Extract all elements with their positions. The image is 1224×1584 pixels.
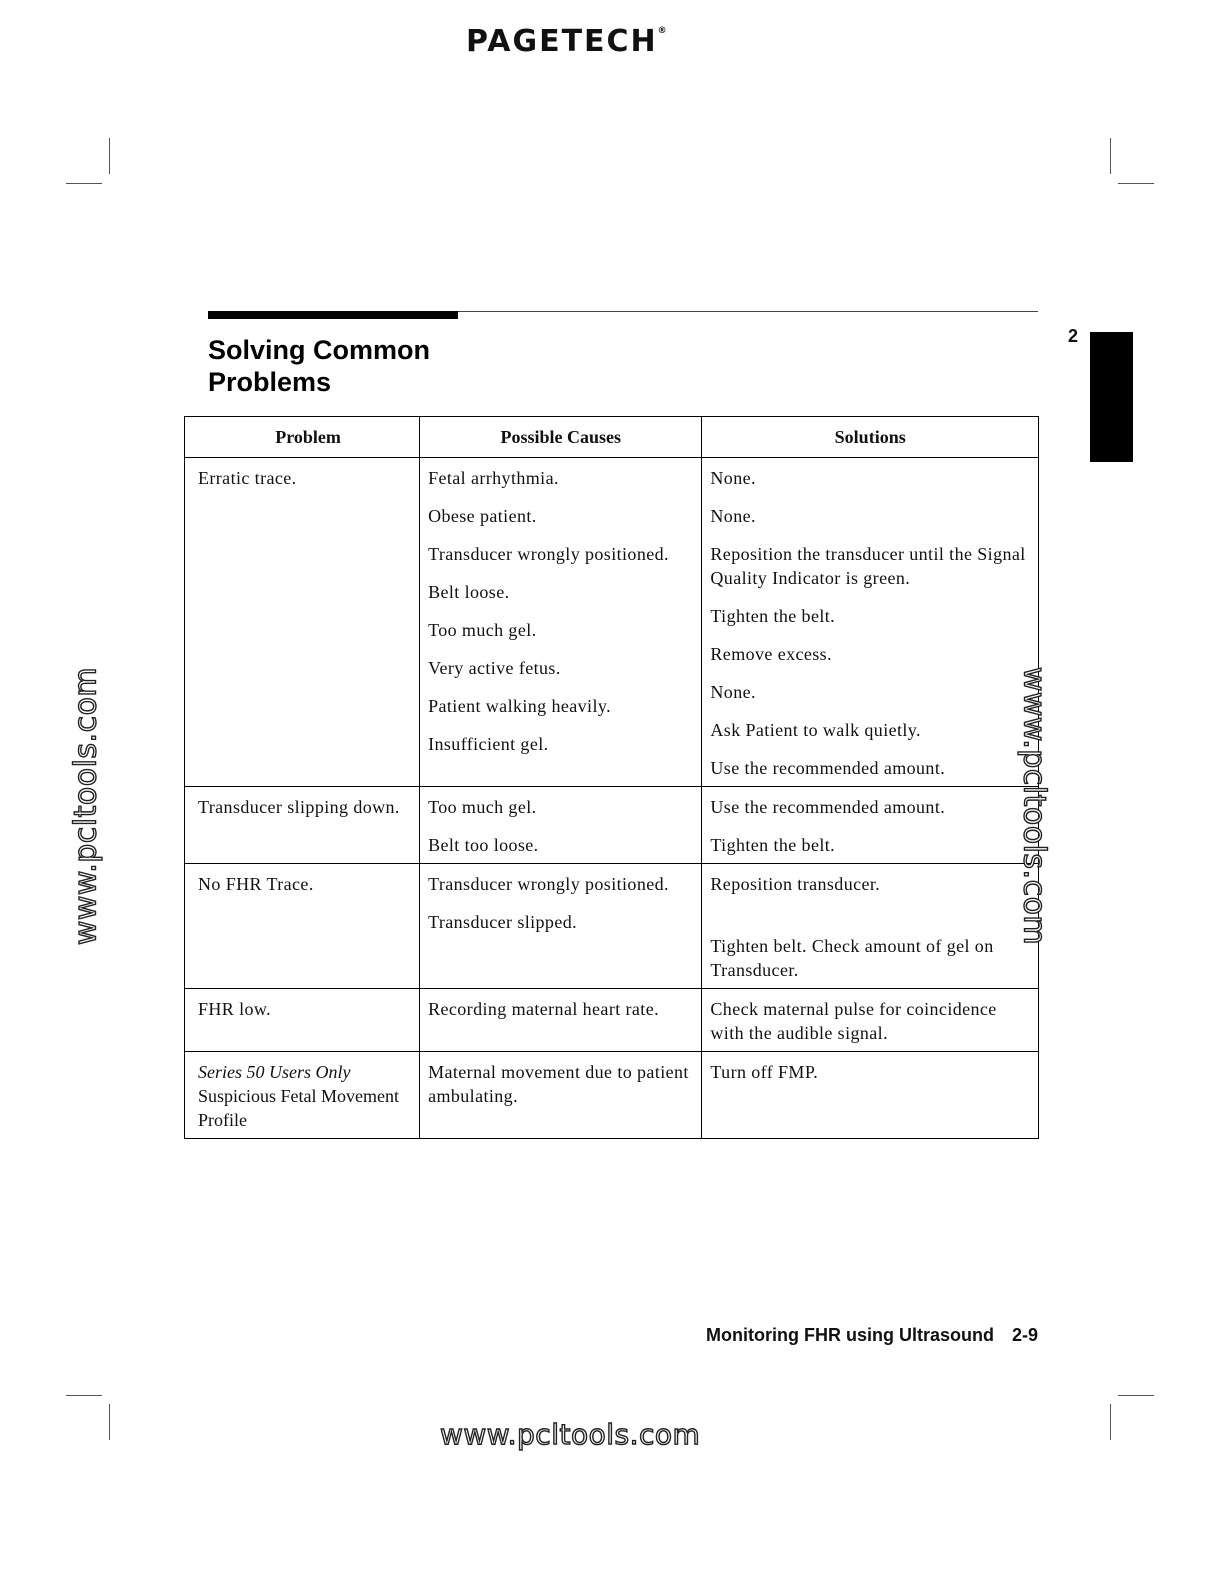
- watermark-left: www.pcltools.com: [68, 666, 104, 946]
- crop-mark-top-right-h: [1118, 183, 1154, 184]
- table-row: [185, 989, 1039, 1052]
- solution-text: Ask Patient to walk quietly.: [710, 720, 921, 740]
- solution-text: None.: [710, 506, 756, 526]
- section-title-line2: Problems: [208, 367, 332, 397]
- logo-text: PAGETECH: [466, 24, 658, 59]
- solution-text: Remove excess.: [710, 644, 832, 664]
- causes-cell: [420, 864, 702, 989]
- causes-cell: [420, 787, 702, 864]
- problem-cell: [185, 864, 420, 989]
- watermark-right: www.pcltools.com: [1016, 666, 1052, 946]
- table-row: [185, 787, 1039, 864]
- registered-mark: ®: [657, 26, 669, 36]
- watermark-bottom: www.pcltools.com: [440, 1418, 701, 1451]
- chapter-number: 2: [1068, 326, 1079, 346]
- solutions-cell: [702, 1052, 1039, 1139]
- section-rule-thin: [458, 311, 1038, 312]
- cause-text: Recording maternal heart rate.: [428, 999, 659, 1019]
- cause-text: Transducer slipped.: [428, 912, 578, 932]
- header-possible-causes: Possible Causes: [420, 417, 702, 458]
- solution-text: Tighten the belt.: [710, 835, 836, 855]
- cause-text: Maternal movement due to patient ambulating.: [428, 1062, 689, 1106]
- problem-cell: [185, 989, 420, 1052]
- pagetech-logo: [466, 24, 669, 64]
- section-rule-thick: [208, 311, 458, 319]
- crop-mark-bottom-right-v: [1110, 1404, 1111, 1440]
- solution-text: None.: [710, 468, 756, 488]
- solution-text: Tighten the belt.: [710, 606, 836, 626]
- crop-mark-bottom-right-h: [1118, 1395, 1154, 1396]
- crop-mark-top-left-v: [109, 138, 110, 174]
- causes-cell: [420, 458, 702, 787]
- cause-text: Too much gel.: [428, 620, 537, 640]
- solution-text: Use the recommended amount.: [710, 758, 946, 778]
- cause-text: Insufficient gel.: [428, 734, 549, 754]
- problem-qualifier: Series 50 Users Only: [198, 1062, 351, 1082]
- table-row: [185, 864, 1039, 989]
- solution-text: Use the recommended amount.: [710, 797, 946, 817]
- cause-text: Transducer wrongly positioned.: [428, 544, 669, 564]
- section-title: [208, 334, 430, 398]
- cause-text: Obese patient.: [428, 506, 537, 526]
- problem-text: No FHR Trace.: [198, 874, 314, 894]
- problem-text: Transducer slipping down.: [198, 797, 400, 817]
- solution-text: Turn off FMP.: [710, 1062, 819, 1082]
- cause-text: Patient walking heavily.: [428, 696, 611, 716]
- solutions-cell: [702, 458, 1039, 787]
- solutions-cell: [702, 989, 1039, 1052]
- causes-cell: [420, 1052, 702, 1139]
- page-footer: [706, 1325, 1038, 1346]
- cause-text: Very active fetus.: [428, 658, 561, 678]
- cause-text: Fetal arrhythmia.: [428, 468, 559, 488]
- crop-mark-bottom-left-h: [66, 1395, 102, 1396]
- table-header-row: [185, 417, 1039, 458]
- solutions-cell: [702, 864, 1039, 989]
- header-solutions: Solutions: [702, 417, 1039, 458]
- section-title-line1: Solving Common: [208, 335, 430, 365]
- cause-text: Too much gel.: [428, 797, 537, 817]
- problem-text: Suspicious Fetal Movement Profile: [198, 1086, 399, 1130]
- causes-cell: [420, 989, 702, 1052]
- solution-text: Check maternal pulse for coincidence with the audible signal.: [710, 999, 997, 1043]
- solutions-cell: [702, 787, 1039, 864]
- crop-mark-bottom-left-v: [109, 1404, 110, 1440]
- footer-title: Monitoring FHR using Ultrasound: [706, 1325, 994, 1345]
- problem-text: Erratic trace.: [198, 468, 297, 488]
- solution-text: None.: [710, 682, 756, 702]
- solution-text: Reposition the transducer until the Signal Quality Indicator is green.: [710, 544, 1026, 588]
- problem-text: FHR low.: [198, 999, 272, 1019]
- cause-text: Belt loose.: [428, 582, 510, 602]
- cause-text: Transducer wrongly positioned.: [428, 874, 669, 894]
- cause-text: Belt too loose.: [428, 835, 539, 855]
- crop-mark-top-left-h: [66, 183, 102, 184]
- troubleshooting-table: [184, 416, 1039, 1139]
- page-number: 2-9: [1011, 1325, 1038, 1345]
- problem-cell: [185, 458, 420, 787]
- problem-cell: [185, 1052, 420, 1139]
- problem-cell: [185, 787, 420, 864]
- solution-text: Reposition transducer.: [710, 874, 881, 894]
- chapter-tab: [1090, 332, 1133, 462]
- crop-mark-top-right-v: [1110, 138, 1111, 174]
- table-row: [185, 1052, 1039, 1139]
- table-row: [185, 458, 1039, 787]
- solution-text: Tighten belt. Check amount of gel on Transducer.: [710, 936, 994, 980]
- header-problem: Problem: [185, 417, 420, 458]
